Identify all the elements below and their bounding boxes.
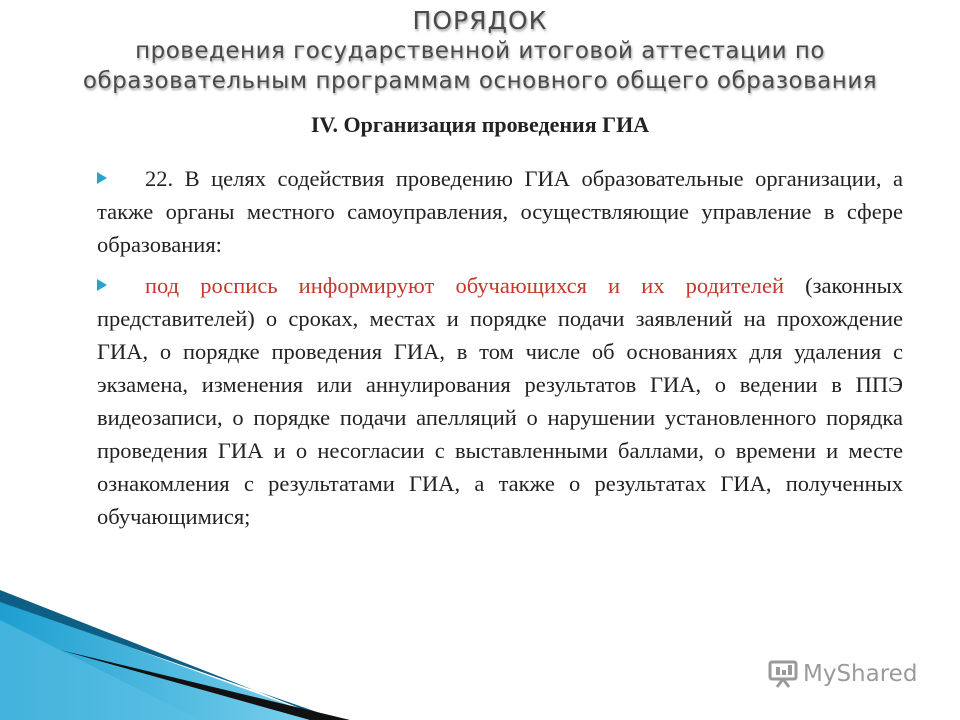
myshared-watermark xyxy=(768,657,917,691)
paragraph-1-text: 22. В целях содействия проведению ГИА образовательные организации, а также органы местного самоуправления, осуществляющие управление в сфере образования: xyxy=(97,166,903,257)
paragraph-2-highlight: под роспись информируют обучающихся и их родителей xyxy=(145,273,785,298)
decorative-swoosh xyxy=(0,580,960,720)
presentation-icon xyxy=(768,659,798,689)
slide-title xyxy=(0,6,960,96)
title-line-3: образовательным программам основного общего образования xyxy=(82,68,878,94)
paragraph-2 xyxy=(97,269,903,533)
title-line-1: ПОРЯДОК xyxy=(412,6,548,35)
watermark-brand: MyShared xyxy=(803,661,918,687)
section-heading: IV. Организация проведения ГИА xyxy=(310,112,650,137)
title-line-2: проведения государственной итоговой аттестации по xyxy=(135,38,825,64)
paragraph-1 xyxy=(97,162,903,261)
paragraph-2-text: (законных представителей) о сроках, местах и порядке подачи заявлений на прохождение ГИА, о порядке проведения ГИА, в том числе об основаниях для удаления с экзамена, изменения или аннулирования результатов ГИА, о ведении в ППЭ видеозаписи, о порядке подачи апелляций о нарушении установленного порядка проведения ГИА и о несогласии с выставленными баллами, о времени и месте ознакомления с результатами ГИА, а также о результатах ГИА, полученных обучающимися; xyxy=(97,273,903,529)
